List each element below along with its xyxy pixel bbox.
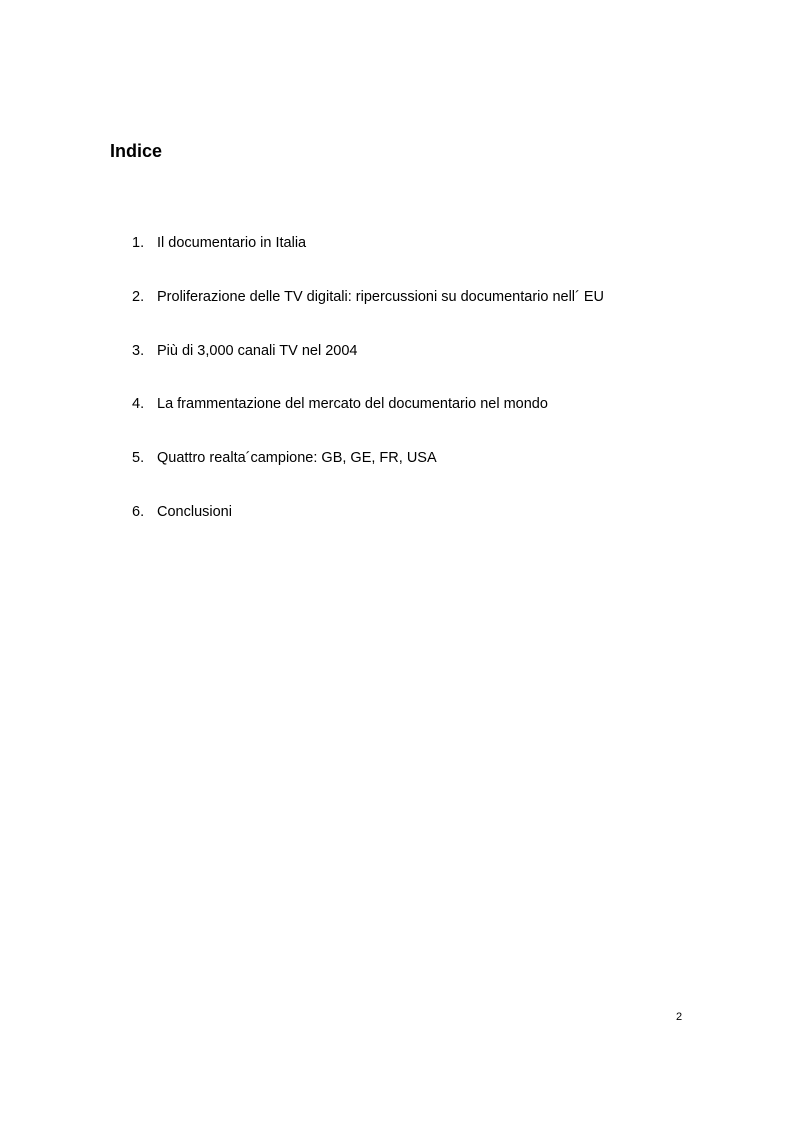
toc-item [132,448,437,468]
toc-item-text: La frammentazione del mercato del documentario nel mondo [157,396,548,412]
toc-item-text: Il documentario in Italia [157,235,307,251]
toc-item-number: 4. [132,396,145,412]
toc-item-number: 3. [132,343,145,359]
toc-item [132,233,306,253]
toc-item [132,341,357,361]
page-title: Indice [110,141,163,161]
toc-item [132,502,232,522]
page-number: 2 [676,1011,683,1023]
toc-item-text: Quattro realta´campione: GB, GE, FR, USA [157,450,437,466]
toc-item-text: Proliferazione delle TV digitali: ripercussioni su documentario nell´ EU [157,289,605,305]
toc-item-number: 1. [132,235,145,251]
toc-item-number: 2. [132,289,145,305]
toc-item-text: Conclusioni [157,504,232,520]
toc-item-number: 5. [132,450,145,466]
toc-item [132,287,604,307]
toc-item [132,394,548,414]
toc-item-number: 6. [132,504,145,520]
toc-item-text: Più di 3,000 canali TV nel 2004 [157,343,358,359]
